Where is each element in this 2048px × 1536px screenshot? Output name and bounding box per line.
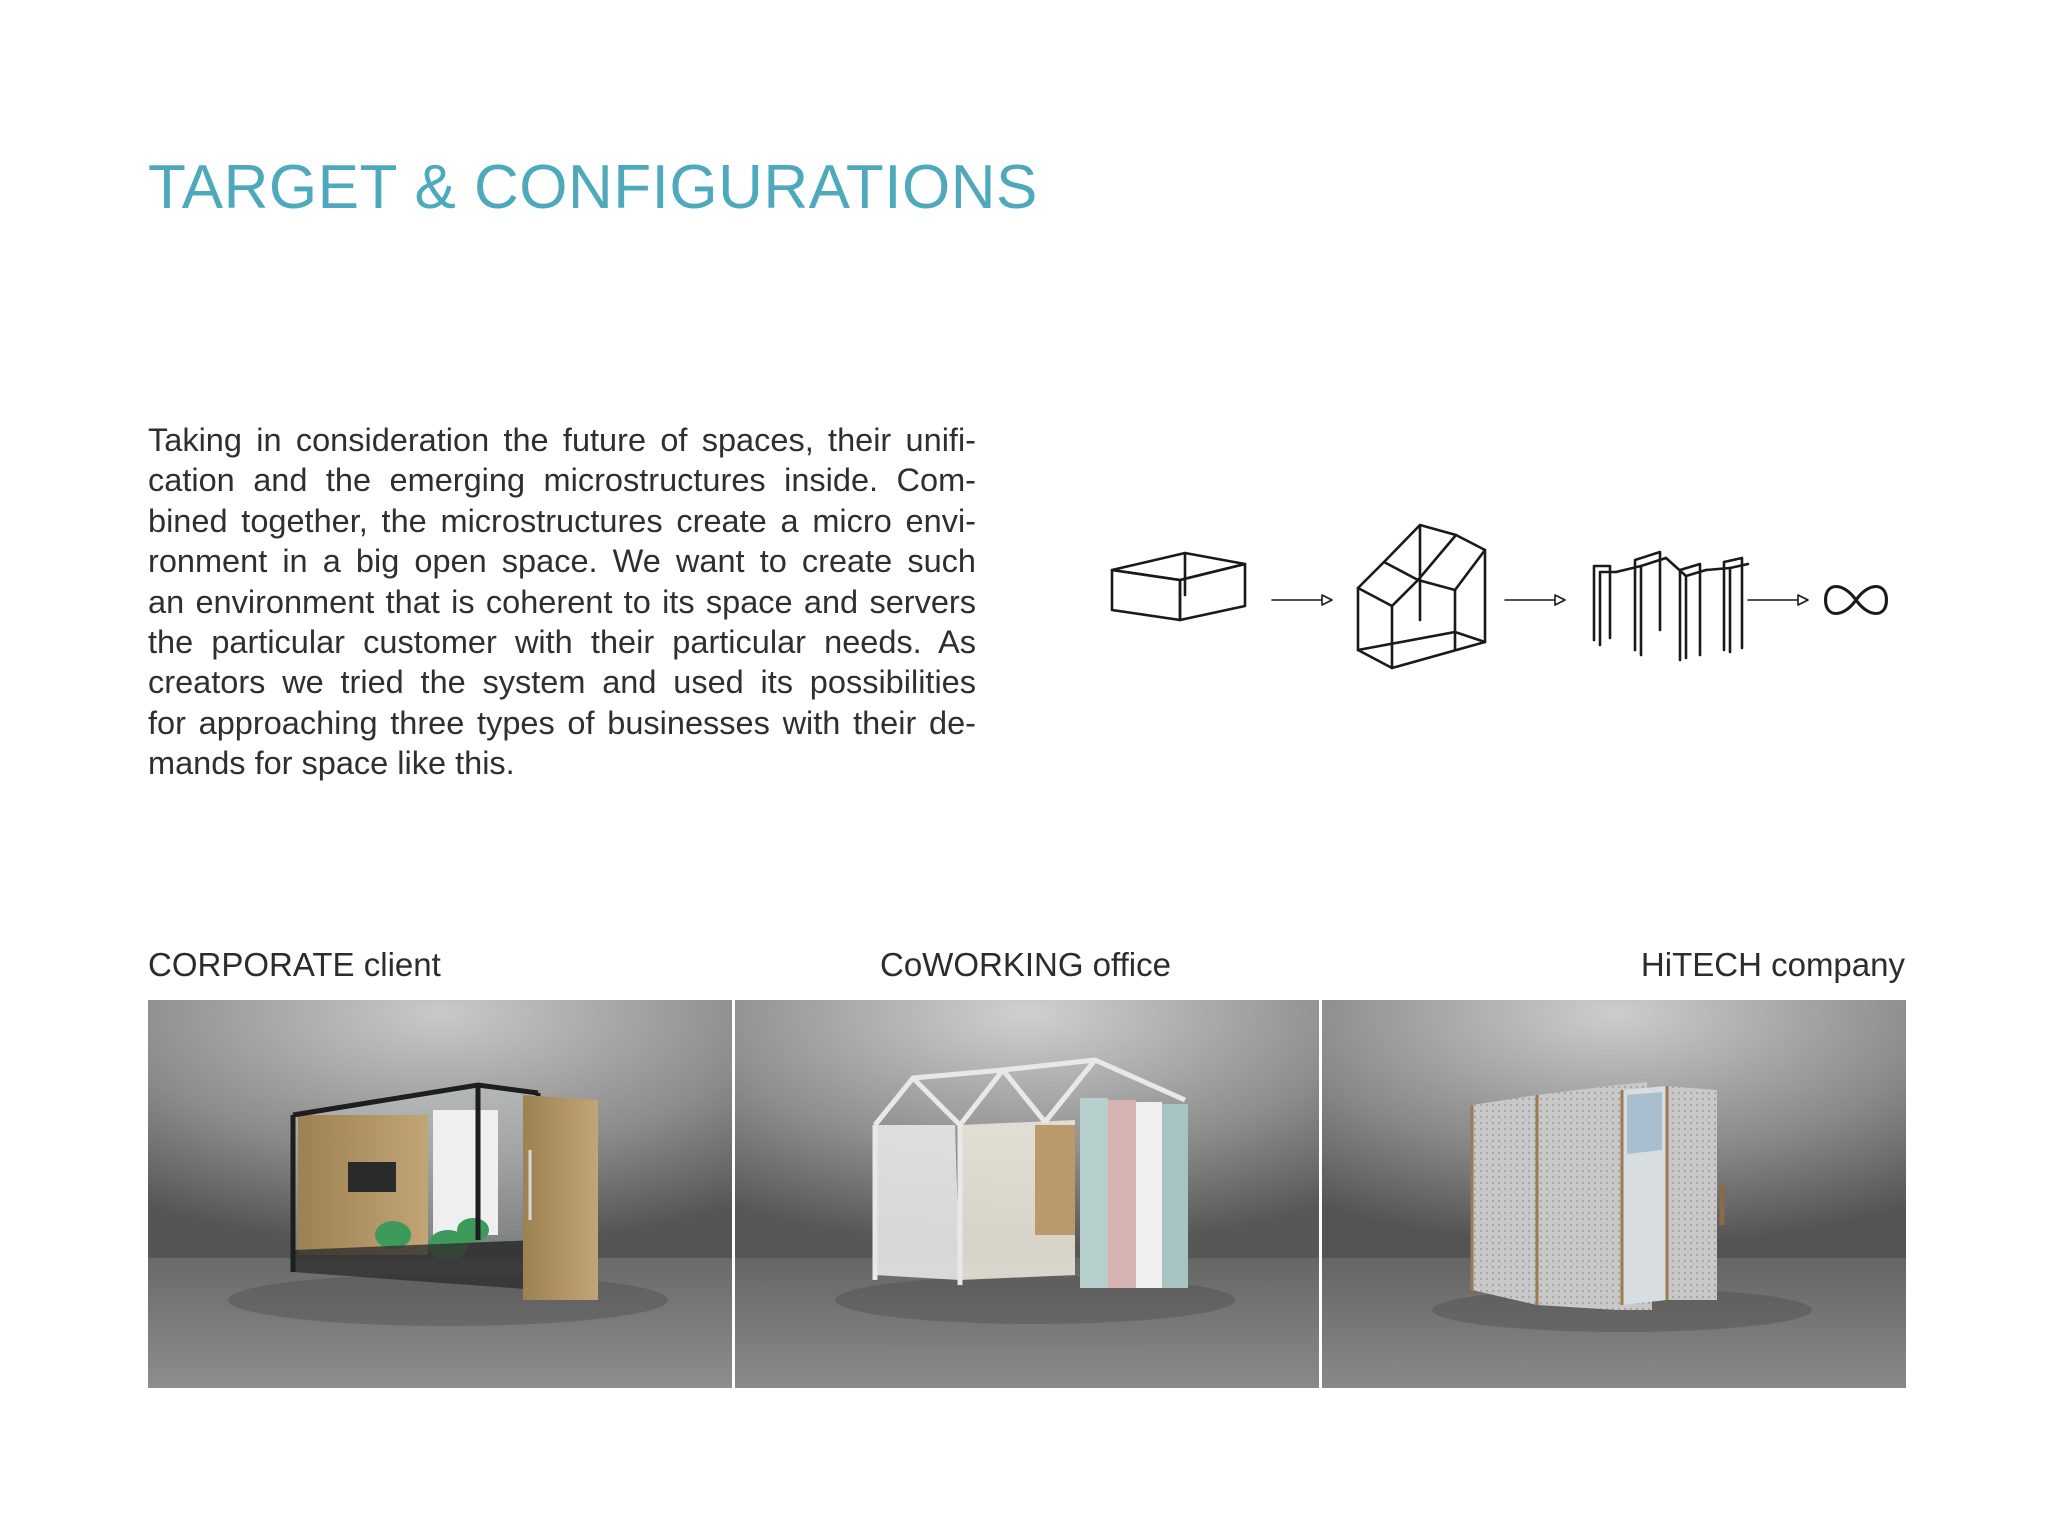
intro-line: mands for space like this. bbox=[148, 745, 515, 782]
hitech-pod-render bbox=[1322, 1000, 1906, 1388]
arrow-right-icon bbox=[1272, 595, 1332, 605]
intro-line: bined together, the microstructures create a micro envi- bbox=[148, 502, 976, 539]
house-frame-icon bbox=[1358, 525, 1485, 668]
intro-line: ronment in a big open space. We want to create such bbox=[148, 543, 976, 580]
coworking-pod-render bbox=[735, 1000, 1319, 1388]
corporate-pod-render bbox=[148, 1000, 732, 1388]
intro-paragraph bbox=[148, 420, 976, 784]
corporate-caption: CORPORATE client bbox=[148, 946, 441, 983]
coworking-caption: CoWORKING office bbox=[880, 946, 1171, 983]
open-frames-icon bbox=[1594, 552, 1748, 660]
arrow-right-icon bbox=[1505, 595, 1565, 605]
configuration-diagram bbox=[1100, 520, 1920, 680]
infinity-icon bbox=[1826, 587, 1887, 614]
page-title: TARGET & CONFIGURATIONS bbox=[148, 153, 1038, 222]
arrow-right-icon bbox=[1748, 595, 1808, 605]
intro-line: for approaching three types of businesses with their de- bbox=[148, 704, 976, 741]
intro-line: the particular customer with their particular needs. As bbox=[148, 623, 976, 660]
intro-line: an environment that is coherent to its space and servers bbox=[148, 583, 976, 620]
intro-line: creators we tried the system and used its possibilities bbox=[148, 664, 976, 701]
intro-line: Taking in consideration the future of spaces, their unifi- bbox=[148, 422, 976, 458]
intro-line: cation and the emerging microstructures inside. Com- bbox=[148, 462, 976, 499]
box-frame-icon bbox=[1112, 553, 1245, 620]
hitech-caption: HiTECH company bbox=[1640, 946, 1905, 983]
